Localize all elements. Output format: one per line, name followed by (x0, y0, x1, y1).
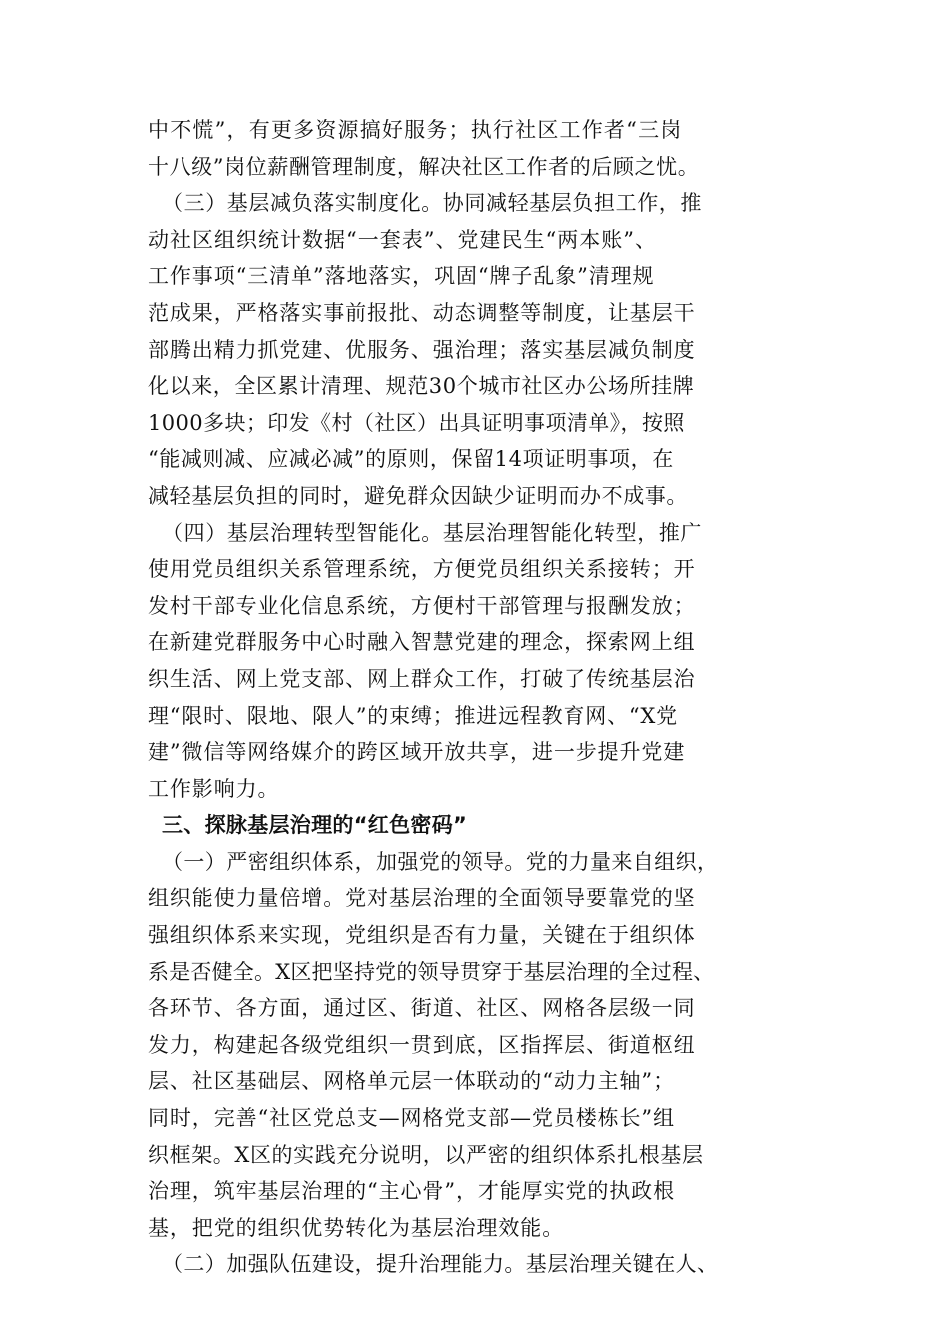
document-page (148, 112, 828, 1283)
body-line: （二）加强队伍建设，提升治理能力。基层治理关键在人、 (162, 1252, 719, 1277)
body-line: 使用党员组织关系管理系统，方便党员组织关系接转；开 (148, 557, 696, 582)
body-line: 在新建党群服务中心时融入智慧党建的理念，探索网上组 (148, 630, 696, 655)
body-line: 化以来，全区累计清理、规范30个城市社区办公场所挂牌 (148, 374, 695, 399)
body-line: 各环节、各方面，通过区、街道、社区、网格各层级一同 (148, 996, 696, 1021)
body-line: 织生活、网上党支部、网上群众工作，打破了传统基层治 (148, 666, 696, 691)
body-line: 发力，构建起各级党组织一贯到底，区指挥层、街道枢纽 (148, 1032, 696, 1057)
body-line: 工作影响力。 (148, 776, 280, 801)
body-line: 组织能使力量倍增。党对基层治理的全面领导要靠党的坚 (148, 886, 696, 911)
body-line: 范成果，严格落实事前报批、动态调整等制度，让基层干 (148, 300, 696, 325)
body-line: （四）基层治理转型智能化。基层治理智能化转型，推广 (162, 520, 702, 545)
body-line: 十八级”岗位薪酬管理制度，解决社区工作者的后顾之忧。 (148, 154, 700, 179)
body-line: 强组织体系来实现，党组织是否有力量，关键在于组织体 (148, 923, 696, 948)
body-line: 工作事项“三清单”落地落实，巩固“牌子乱象”清理规 (148, 264, 655, 289)
body-line: 1000多块；印发《村（社区）出具证明事项清单》，按照 (148, 410, 685, 435)
body-line: 发村干部专业化信息系统，方便村干部管理与报酬发放； (148, 593, 696, 618)
body-line: 层、社区基础层、网格单元层一体联动的“动力主轴”； (148, 1069, 675, 1094)
body-line: 治理，筑牢基层治理的“主心骨”，才能厚实党的执政根 (148, 1179, 675, 1204)
body-line: 同时，完善“社区党总支—网格党支部—党员楼栋长”组 (148, 1106, 675, 1131)
body-line: “能减则减、应减必减”的原则，保留14项证明事项，在 (148, 447, 674, 472)
body-line: 中不慌”，有更多资源搞好服务；执行社区工作者“三岗 (148, 118, 683, 142)
body-line: 建”微信等网络媒介的跨区域开放共享，进一步提升党建 (148, 740, 686, 765)
body-line: 织框架。X区的实践充分说明，以严密的组织体系扎根基层 (148, 1142, 704, 1167)
section-heading: 三、探脉基层治理的“红色密码” (162, 813, 468, 838)
body-line: （一）严密组织体系，加强党的领导。党的力量来自组织， (162, 849, 719, 874)
body-line: 部腾出精力抓党建、优服务、强治理；落实基层减负制度 (148, 337, 696, 362)
body-line: 系是否健全。X区把坚持党的领导贯穿于基层治理的全过程、 (148, 959, 715, 984)
body-line: 减轻基层负担的同时，避免群众因缺少证明而办不成事。 (148, 483, 688, 508)
body-line: 基，把党的组织优势转化为基层治理效能。 (148, 1215, 565, 1240)
body-line: （三）基层减负落实制度化。协同减轻基层负担工作，推 (162, 191, 702, 216)
body-line: 动社区组织统计数据“一套表”、党建民生“两本账”、 (148, 227, 657, 252)
body-line: 理“限时、限地、限人”的束缚；推进远程教育网、“X党 (148, 703, 678, 728)
